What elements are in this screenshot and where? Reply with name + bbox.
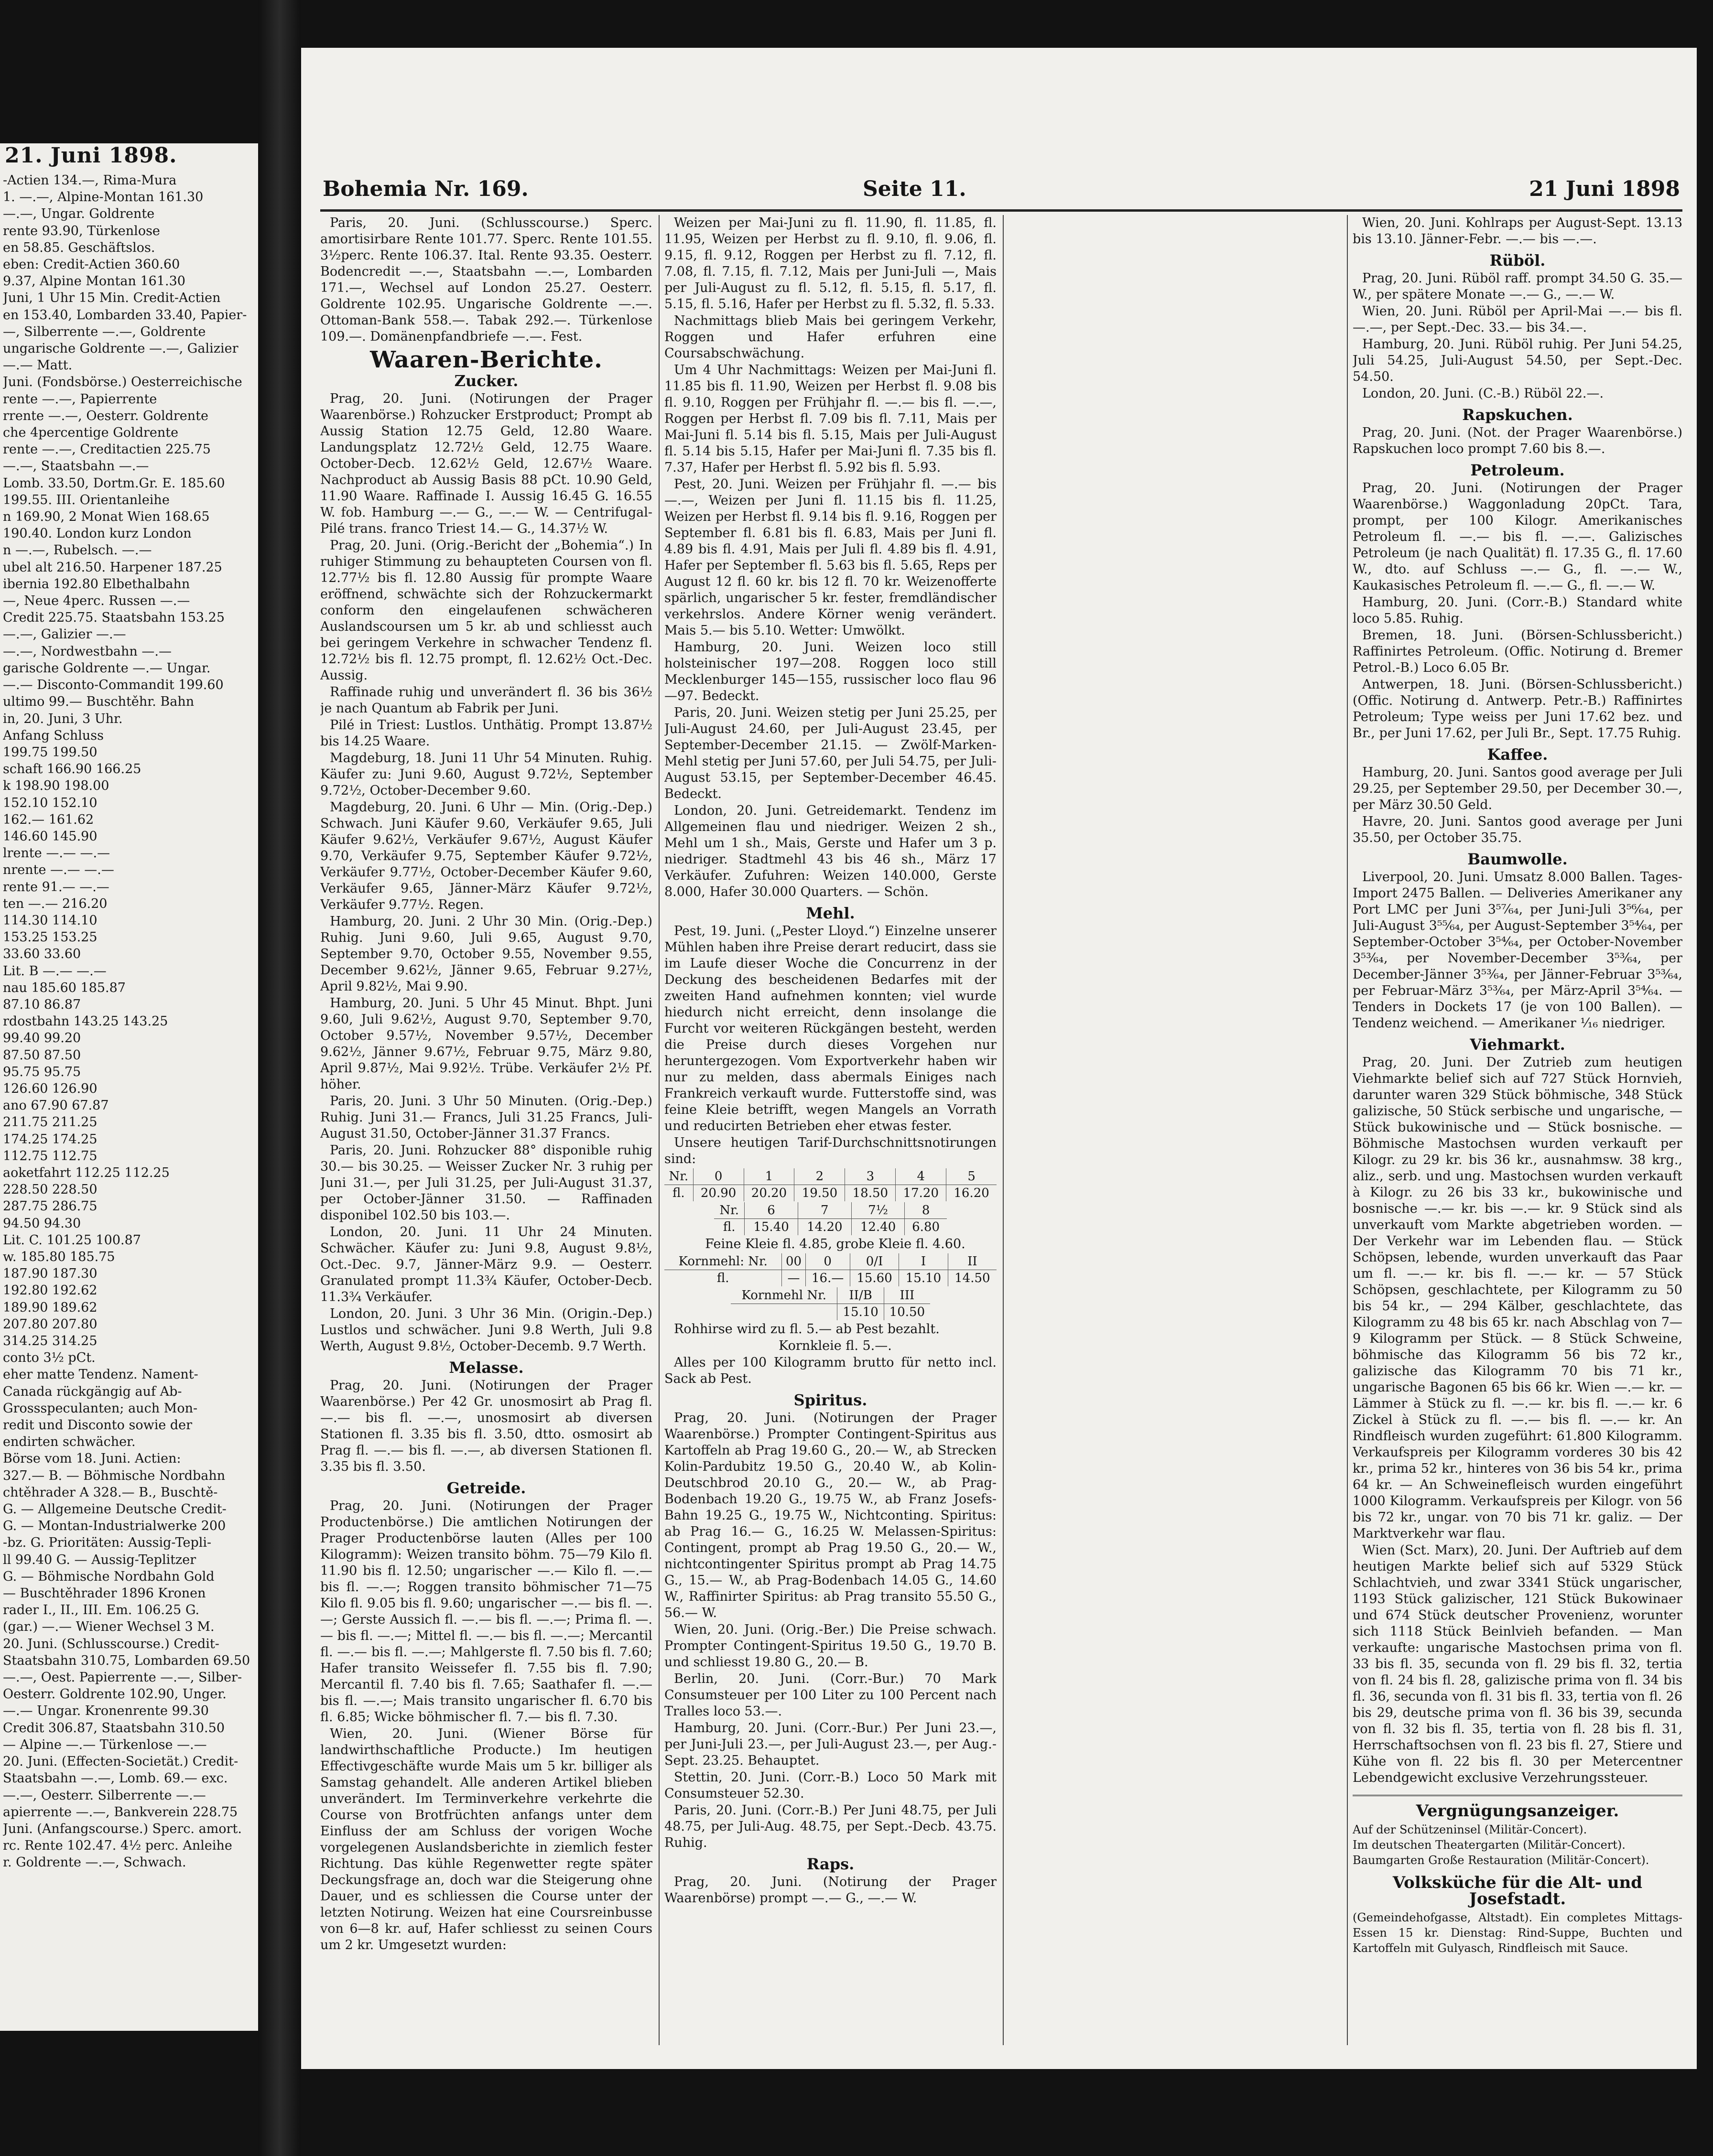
paris-exchange-report: Paris, 20. Juni. (Schlusscourse.) Sperc. amortisirbare Rente 101.77. Sperc. Rente 101.55. 3½perc. Rente 106.37. Ital. Rente 93.35. Oesterr. Bodencredit —.—, Staatsbahn —.—, Lombarden 171.—, Wechsel auf London 25.27. Oesterr. Goldrente 102.95. Ungarische Goldrente —.—. Ottoman-Bank 558.—. Tabak 292.—. Türkenlose 109.—. Domänenpfandbriefe —.—. Fest. [320, 216, 652, 344]
table-cell: 0 [805, 1253, 850, 1270]
left-page-line: —.—, Ungar. Goldrente [3, 206, 155, 222]
report-paragraph: Paris, 20. Juni. (Corr.-B.) Per Juni 48.75, per Juli 48.75, per Juli-Aug. 48.75, per Sept.-Decb. 43.75. Ruhig. [664, 1803, 997, 1850]
table-cell: 2 [794, 1168, 845, 1185]
volkskueche-text: (Gemeindehofgasse, Altstadt). Ein completes Mittags-Essen 15 kr. Dienstag: Rind-Suppe, Buchten und Kartoffeln mit Gulyasch, Rindfleisch mit Sauce. [1353, 1911, 1682, 1955]
left-page-line: 99.40 99.20 [3, 1031, 81, 1046]
report-paragraph: Paris, 20. Juni. 3 Uhr 50 Minuten. (Orig.-Dep.) Ruhig. Juni 31.— Francs, Juli 31.25 Francs, Juli-August 31.50, October-Jänner 31.37 Francs. [320, 1094, 652, 1141]
table-header-row [714, 1202, 947, 1219]
left-page-line: 314.25 314.25 [3, 1334, 98, 1349]
left-page-line: —, Neue 4perc. Russen —.— [3, 593, 190, 609]
left-page-line: 1. —.—, Alpine-Montan 161.30 [3, 190, 204, 205]
table-header-row [664, 1168, 997, 1185]
left-page-line: che 4percentige Goldrente [3, 425, 179, 441]
left-page-fragment [0, 143, 258, 2031]
rye-flour-table-2 [731, 1287, 930, 1320]
left-page-line: rader I., II., III. Em. 106.25 G. [3, 1603, 200, 1618]
left-page-line: 199.75 199.50 [3, 744, 98, 760]
left-page-line: G. — Allgemeine Deutsche Credit- [3, 1502, 227, 1517]
ad-line: Auf der Schützeninsel (Militär-Concert). [1353, 1823, 1587, 1836]
left-page-line: endirten schwächer. [3, 1434, 136, 1450]
left-page-line: —.—, Oest. Papierrente —.—, Silber- [3, 1670, 242, 1685]
left-page-line: Juni. (Fondsbörse.) Oesterreichische [3, 375, 242, 390]
left-page-line: —.—, Nordwestbahn —.— [3, 644, 172, 659]
column-divider [659, 215, 660, 2045]
report-paragraph: Magdeburg, 18. Juni 11 Uhr 54 Minuten. Ruhig. Käufer zu: Juni 9.60, August 9.72½, September 9.72½, October-December 9.60. [320, 751, 652, 798]
table-cell: I [899, 1253, 948, 1270]
left-page-line: —, Silberrente —.—, Goldrente [3, 324, 206, 339]
table-cell: Kornmehl: Nr. [678, 1254, 768, 1269]
report-paragraph: Raffinade ruhig und unverändert fl. 36 bis 36½ je nach Quantum ab Fabrik per Juni. [320, 685, 652, 716]
flour-price-table-2 [714, 1202, 947, 1235]
table-cell: II/B [837, 1287, 884, 1304]
table-cell: 1 [744, 1168, 794, 1185]
table-cell: 10.50 [884, 1304, 930, 1321]
table-cell: — [782, 1270, 805, 1287]
rye-flour-table-1 [664, 1253, 997, 1286]
left-page-line: —.— Ungar. Kronenrente 99.30 [3, 1703, 209, 1719]
table-cell: 4 [896, 1168, 946, 1185]
subsection-rapskuchen: Rapskuchen. [1462, 406, 1573, 424]
table-cell: 0/I [850, 1253, 899, 1270]
left-page-line: Anfang Schluss [3, 728, 104, 743]
left-page-line: Staatsbahn 310.75, Lombarden 69.50 [3, 1653, 250, 1668]
volkskueche-title: Volksküche für die Alt- und Josefstadt. [1392, 1873, 1643, 1908]
left-page-line: (gar.) —.— Wiener Wechsel 3 M. [3, 1619, 215, 1635]
table-cell: fl. [716, 1271, 729, 1285]
ad-line: Im deutschen Theatergarten (Militär-Concert). [1353, 1838, 1626, 1852]
left-page-line: — Alpine —.— Türkenlose —.— [3, 1737, 207, 1752]
table-cell: 15.40 [745, 1219, 798, 1236]
left-page-line: 153.25 153.25 [3, 930, 98, 945]
flour-price-table-1 [664, 1168, 997, 1201]
left-page-line: 287.75 286.75 [3, 1199, 98, 1214]
left-page-line: -bz. G. Prioritäten: Aussig-Tepli- [3, 1535, 212, 1551]
left-page-line: 87.50 87.50 [3, 1047, 81, 1063]
table-cell: 16.20 [946, 1185, 997, 1202]
table-cell: 18.50 [845, 1185, 896, 1202]
left-page-line: aoketfahrt 112.25 112.25 [3, 1165, 170, 1180]
left-page-line: ultimo 99.— Buschtěhr. Bahn [3, 694, 195, 710]
report-paragraph: Paris, 20. Juni. Weizen stetig per Juni 25.25, per Juli-August 24.60, per Juli-August 23.45, per September-December 21.15. — Zwölf-Marken-Mehl stetig per Juni 57.60, per Juli 54.75, per Juli-August 53.15, per September-December 46.45. Bedeckt. [664, 705, 997, 801]
left-page-line: ubel alt 216.50. Harpener 187.25 [3, 560, 222, 575]
left-page-line: rente 93.90, Türkenlose [3, 223, 160, 238]
left-page-line: -Actien 134.—, Rima-Mura [3, 173, 177, 188]
report-paragraph: Hamburg, 20. Juni. (Corr.-B.) Standard white loco 5.85. Ruhig. [1353, 595, 1682, 626]
table-row [664, 1270, 997, 1287]
report-paragraph: Prag, 20. Juni. (Notirungen der Prager Waarenbörse.) Waggonladung 20pCt. Tara, prompt, per 100 Kilogr. Amerikanisches Petroleum fl. —.— bis fl. —.—. Galizisches Petroleum (je nach Qualität) fl. 17.35 G., fl. 17.60 W., dto. auf Schluss —.— G., fl. —.— W., Kaukasisches Petroleum fl. —.— G., fl. —.— W. [1353, 481, 1682, 593]
left-page-line: G. — Montan-Industrialwerke 200 [3, 1519, 226, 1534]
left-page-line: redit und Disconto sowie der [3, 1418, 193, 1433]
report-paragraph: Prag, 20. Juni. (Orig.-Bericht der „Bohemia“.) In ruhiger Stimmung zu behaupteten Coursen von fl. 12.77½ bis fl. 12.80 Aussig für prompte Waare eröffnend, schwächte sich der Rohzuckermarkt conform den eingelaufenen schwächeren Auslandscoursen um 5 kr. ab und schliesst auch bei geringem Verkehre in schwacher Tendenz fl. 12.72½ bis fl. 12.75 prompt, fl. 12.62½ Oct.-Dec. Aussig. [320, 538, 652, 683]
left-page-line: 114.30 114.10 [3, 913, 98, 928]
ad-line: Baumgarten Große Restauration (Militär-Concert). [1353, 1854, 1649, 1867]
report-paragraph: London, 20. Juni. Getreidemarkt. Tendenz im Allgemeinen flau und niedriger. Weizen 2 sh., Mehl um 1 sh., Mais, Gerste und Hafer um 3 p. niedriger. Stadtmehl 43 bis 46 sh., März 17 Verkäufer. Zufuhren: Weizen 140.000, Gerste 8.000, Hafer 30.000 Quarters. — Schön. [664, 803, 997, 899]
left-page-line: nrente —.— —.— [3, 862, 114, 878]
left-page-line: Credit 306.87, Staatsbahn 310.50 [3, 1720, 225, 1736]
report-paragraph: Bremen, 18. Juni. (Börsen-Schlussbericht.) Raffinirtes Petroleum. (Offic. Notirung d. Bremer Petrol.-B.) Loco 6.05 Br. [1353, 628, 1682, 675]
table-cell: 8 [905, 1202, 947, 1219]
left-page-line: Credit 225.75. Staatsbahn 153.25 [3, 610, 225, 625]
subsection-zucker: Zucker. [454, 372, 519, 390]
left-page-line: 87.10 86.87 [3, 997, 81, 1012]
report-paragraph: Wien, 20. Juni. Rüböl per April-Mai —.— bis fl. —.—, per Sept.-Dec. 33.— bis 34.—. [1353, 304, 1682, 335]
report-paragraph: Wien (Sct. Marx), 20. Juni. Der Auftrieb auf dem heutigen Markte belief sich auf 5329 Stück Schlachtvieh, und zwar 3341 Stück ungarischer, 1193 Stück galizischer, 121 Stück Bukowinaer und 674 Stück deutscher Provenienz, worunter sich 1118 Stück Beinlvieh befanden. — Man verkaufte: ungarische Mastochsen prima von fl. 33 bis fl. 35, secunda von fl. 29 bis fl. 32, tertia von fl. 24 bis fl. 28, galizische prima von fl. 34 bis fl. 36, secunda von fl. 31 bis fl. 33, tertia von fl. 26 bis 29, deutsche prima von fl. 36 bis 39, secunda von fl. 32 bis fl. 35, tertia von fl. 28 bis fl. 31, Herrschaftsochsen von fl. 23 bis fl. 27, Stiere und Kühe von fl. 22 bis fl. 30 per Metercentner Lebendgewicht exclusive Verzehrungssteuer. [1353, 1543, 1682, 1785]
left-page-line: apierrente —.—, Bankverein 228.75 [3, 1804, 238, 1820]
ads-title: Vergnügungsanzeiger. [1416, 1801, 1619, 1821]
table-cell: Nr. [719, 1203, 739, 1218]
table-cell: 20.20 [744, 1185, 794, 1202]
report-paragraph: Weizen per Mai-Juni zu fl. 11.90, fl. 11.85, fl. 11.95, Weizen per Herbst zu fl. 9.10, fl. 9.06, fl. 9.15, fl. 9.12, Roggen per Herbst zu fl. 7.12, fl. 7.08, fl. 7.15, fl. 7.12, Mais per Juni-Juli —, Mais per Juli-August zu fl. 5.12, fl. 5.15, fl. 5.17, fl. 5.15, fl. 5.16, Hafer per Herbst zu fl. 5.32, fl. 5.33. [664, 216, 997, 312]
report-paragraph: Liverpool, 20. Juni. Umsatz 8.000 Ballen. Tages-Import 2475 Ballen. — Deliveries Amerikaner any Port LMC per Juni 3⁵⁷⁄₆₄, per Juni-Juli 3⁵⁶⁄₆₄, per Juli-August 3⁵⁵⁄₆₄, per August-September 3⁵⁴⁄₆₄, per September-October 3⁵⁴⁄₆₄, per October-November 3⁵³⁄₆₄, per November-December 3⁵³⁄₆₄, per December-Jänner 3⁵³⁄₆₄, per Jänner-Februar 3⁵³⁄₆₄, per Februar-März 3⁵³⁄₆₄, per März-April 3⁵⁴⁄₆₄. — Tenders in Dockets 17 (je von 100 Ballen). — Tendenz weichend. — Amerikaner ¹⁄₁₆ niedriger. [1353, 870, 1682, 1031]
left-page-line: 327.— B. — Böhmische Nordbahn [3, 1468, 226, 1483]
report-paragraph: Hamburg, 20. Juni. (Corr.-Bur.) Per Juni 23.—, per Juni-Juli 23.—, per Juli-August 23.—, per Aug.-Sept. 23.25. Behauptet. [664, 1721, 997, 1768]
left-page-line: rente —.—, Papierrente [3, 391, 157, 407]
left-page-line: k 198.90 198.00 [3, 778, 109, 794]
newspaper-title: Bohemia Nr. 169. [323, 177, 529, 201]
left-page-line: 20. Juni. (Schlusscourse.) Credit- [3, 1636, 219, 1651]
report-paragraph: Hamburg, 20. Juni. Rüböl ruhig. Per Juni 54.25, Juli 54.25, Juli-August 54.50, per Sept.-Dec. 54.50. [1353, 337, 1682, 384]
table-cell: 16.— [805, 1270, 850, 1287]
left-page-line: en 58.85. Geschäftslos. [3, 240, 155, 255]
left-page-line: r. Goldrente —.—, Schwach. [3, 1855, 186, 1870]
table-cell: 6.80 [905, 1219, 947, 1236]
column-1 [320, 215, 652, 2064]
left-page-line: 20. Juni. (Effecten-Societät.) Credit- [3, 1754, 239, 1769]
left-page-line: ll 99.40 G. — Aussig-Teplitzer [3, 1552, 196, 1567]
section-title: Waaren-Berichte. [370, 346, 603, 373]
left-page-line: 146.60 145.90 [3, 829, 98, 844]
left-page-line: 152.10 152.10 [3, 795, 98, 810]
left-page-line: ungarische Goldrente —.—, Galizier [3, 341, 239, 356]
left-page-line: 174.25 174.25 [3, 1132, 98, 1147]
report-paragraph: Wien, 20. Juni. (Wiener Börse für landwirthschaftliche Producte.) Im heutigen Effectivgeschäfte wurde Mais um 5 kr. billiger als Samstag gehandelt. Alle anderen Artikel blieben unverändert. Im Terminverkehre verkehrte die Course von Brotfrüchten anfangs unter dem Einfluss der am Schluss der vorigen Woche vorgelegenen Auslandsberichte in ziemlich fester Richtung. Das kühle Regenwetter regte später Deckungsfrage an, doch war die Steigerung ohne Dauer, und es schliessen die Course unter der letzten Notirung. Weizen hat eine Coursreinbusse von 6—8 kr. auf, Hafer schliesst zu seinen Cours um 2 kr. Umgesetzt wurden: [320, 1726, 652, 1952]
left-page-line: w. 185.80 185.75 [3, 1250, 115, 1264]
left-page-line: G. — Böhmische Nordbahn Gold [3, 1569, 215, 1584]
subsection-viehmarkt: Viehmarkt. [1470, 1035, 1565, 1054]
left-page-line: n —.—, Rubelsch. —.— [3, 543, 152, 558]
report-paragraph: Hamburg, 20. Juni. Santos good average per Juli 29.25, per September 29.50, per December 30.—, per März 30.50 Geld. [1353, 765, 1682, 812]
left-page-line: —.—, Staatsbahn —.— [3, 459, 149, 474]
left-page-line: Grossspeculanten; auch Mon- [3, 1401, 198, 1416]
report-paragraph: London, 20. Juni. (C.-B.) Rüböl 22.—. [1362, 386, 1604, 401]
left-page-line: schaft 166.90 166.25 [3, 762, 141, 777]
report-paragraph: Magdeburg, 20. Juni. 6 Uhr — Min. (Orig.-Dep.) Schwach. Juni Käufer 9.60, Verkäufer 9.65, Juli Käufer 9.62½, Verkäufer 9.67½, August Käufer 9.70, Verkäufer 9.75, September Käufer 9.72½, Verkäufer 9.77½, October-December Käufer 9.60, Verkäufer 9.65, Jänner-März Käufer 9.72½, Verkäufer 9.77½. Regen. [320, 800, 652, 912]
table-cell: 19.50 [794, 1185, 845, 1202]
left-page-line: rente 91.— —.— [3, 879, 109, 895]
report-paragraph: Alles per 100 Kilogramm brutto für netto incl. Sack ab Pest. [664, 1355, 997, 1386]
left-page-line: nau 185.60 185.87 [3, 980, 126, 995]
left-page-column [3, 172, 256, 1871]
left-page-line: 190.40. London kurz London [3, 526, 192, 541]
table-cell: 12.40 [851, 1219, 905, 1236]
left-page-line: Juni, 1 Uhr 15 Min. Credit-Actien [3, 291, 221, 306]
report-paragraph: Pilé in Triest: Lustlos. Unthätig. Prompt 13.87½ bis 14.25 Waare. [320, 718, 652, 749]
report-paragraph: Prag, 20. Juni. (Notirungen der Prager Waarenbörse.) Prompter Contingent-Spiritus aus Kartoffeln ab Prag 19.60 G., 20.— W., ab Strecken Kolin-Pardubitz 19.50 G., 20.40 W., ab Kolin-Deutschbrod 20.10 G., 20.— W., ab Prag-Bodenbach 19.20 G., 19.75 W., ab Franz Josefs-Bahn 19.25 G., 19.75 W., Nichtconting. Spiritus: ab Prag 16.— G., 16.25 W. Melassen-Spiritus: Contingent, prompt ab Prag 19.50 G., 20.— W., nichtcontingenter Spiritus prompt ab Prag 14.75 G., 15.— W., ab Prag-Bodenbach 14.05 G., 14.60 W., Raffinirter Spiritus: ab Prag transito 55.50 G., 56.— W. [664, 1411, 997, 1620]
left-page-line: Juni. (Anfangscourse.) Sperc. amort. [3, 1821, 242, 1836]
left-page-line: 189.90 189.62 [3, 1300, 98, 1315]
left-page-line: 187.90 187.30 [3, 1266, 98, 1282]
table-cell: 14.50 [948, 1270, 997, 1287]
report-paragraph: Prag, 20. Juni. (Not. der Prager Waarenbörse.) Rapskuchen loco prompt 7.60 bis 8.—. [1353, 425, 1682, 456]
left-page-line: rrente —.—, Oesterr. Goldrente [3, 408, 208, 423]
subsection-rueboel: Rüböl. [1489, 251, 1546, 270]
report-paragraph: Pest, 20. Juni. Weizen per Frühjahr fl. —.— bis —.—, Weizen per Juni fl. 11.15 bis fl. 11.25, Weizen per Herbst fl. 9.14 bis fl. 9.16, Roggen per September fl. 6.81 bis fl. 6.83, Mais per Juni fl. 4.89 bis fl. 4.91, Mais per Juli fl. 4.89 bis fl. 4.91, Hafer per September fl. 5.63 bis fl. 5.65, Reps per August 12 fl. 60 kr. bis 12 fl. 70 kr. Weizenofferte spärlich, ungarischer 5 kr. fester, fremdländischer verkehrslos. Andere Körner wenig verändert. Mais 5.— bis 5.10. Wetter: Umwölkt. [664, 477, 997, 638]
left-page-line: Lomb. 33.50, Dortm.Gr. E. 185.60 [3, 475, 225, 491]
left-page-line: — Buschtěhrader 1896 Kronen [3, 1586, 206, 1601]
table-cell: 0 [693, 1168, 744, 1185]
left-page-line: Canada rückgängig auf Ab- [3, 1384, 182, 1399]
left-page-line: 162.— 161.62 [3, 812, 94, 827]
left-page-line: eher matte Tendenz. Nament- [3, 1367, 198, 1382]
column-3 [1353, 215, 1682, 2064]
left-page-line: 207.80 207.80 [3, 1316, 98, 1332]
table-cell: fl. [723, 1220, 736, 1234]
left-page-line: lrente —.— —.— [3, 846, 110, 861]
table-cell: 15.60 [850, 1270, 899, 1287]
table-cell: II [948, 1253, 997, 1270]
issue-date: 21 Juni 1898 [1529, 177, 1680, 201]
left-page-line: ibernia 192.80 Elbethalbahn [3, 576, 190, 592]
report-paragraph: Havre, 20. Juni. Santos good average per Juni 35.50, per October 35.75. [1353, 814, 1682, 845]
table-cell: fl. [672, 1186, 685, 1200]
report-paragraph: Hamburg, 20. Juni. Weizen loco still holsteinischer 197—208. Roggen loco still Mecklenburger 145—155, russischer loco flau 96—97. Bedeckt. [664, 640, 997, 703]
left-page-date: 21. Juni 1898. [5, 143, 177, 168]
left-page-line: 112.75 112.75 [3, 1148, 98, 1164]
report-paragraph: Hamburg, 20. Juni. 2 Uhr 30 Min. (Orig.-Dep.) Ruhig. Juni 9.60, Juli 9.65, August 9.70, September 9.70, October 9.55, November 9.55, December 9.62½, Jänner 9.65, Februar 9.27½, April 9.82½, Mai 9.90. [320, 914, 652, 994]
left-page-line: Staatsbahn —.—, Lomb. 69.— exc. [3, 1771, 228, 1786]
left-page-line: —.— Disconto-Commandit 199.60 [3, 678, 224, 693]
report-paragraph: Wien, 20. Juni. Kohlraps per August-Sept. 13.13 bis 13.10. Jänner-Febr. —.— bis —.—. [1353, 216, 1682, 247]
table-row [714, 1219, 947, 1236]
left-page-line: 199.55. III. Orientanleihe [3, 492, 170, 507]
bran-prices: Feine Kleie fl. 4.85, grobe Kleie fl. 4.60. [705, 1237, 965, 1251]
left-page-line: rente —.—, Creditactien 225.75 [3, 442, 211, 457]
column-divider [1347, 215, 1348, 2045]
subsection-raps: Raps. [806, 1855, 855, 1873]
report-paragraph: Stettin, 20. Juni. (Corr.-B.) Loco 50 Mark mit Consumsteuer 52.30. [664, 1770, 997, 1801]
table-cell: 6 [745, 1202, 798, 1219]
left-page-line: Oesterr. Goldrente 102.90, Unger. [3, 1687, 227, 1702]
column-2 [664, 215, 997, 2064]
report-paragraph: London, 20. Juni. 11 Uhr 24 Minuten. Schwächer. Käufer zu: Juni 9.8, August 9.8½, Oct.-Dec. 9.7, Jänner-März 9.9. — Oesterr. Granulated prompt 11.3¾ Käufer, October-Decb. 11.3¾ Verkäufer. [320, 1225, 652, 1304]
left-page-line: 126.60 126.90 [3, 1081, 98, 1096]
subsection-melasse: Melasse. [449, 1358, 524, 1377]
left-page-line: 33.60 33.60 [3, 947, 81, 962]
report-paragraph: Prag, 20. Juni. (Notirung der Prager Waarenbörse) prompt —.— G., —.— W. [664, 1875, 997, 1906]
table-cell: 15.10 [837, 1304, 884, 1321]
report-paragraph: Um 4 Uhr Nachmittags: Weizen per Mai-Juni fl. 11.85 bis fl. 11.90, Weizen per Herbst fl. 9.08 bis fl. 9.10, Roggen per Frühjahr fl. —.— bis fl. —.—, Roggen per Herbst fl. 7.09 bis fl. 7.11, Mais per Mai-Juni fl. 5.14 bis fl. 5.15, Mais per Juli-August fl. 5.14 bis 5.15, Hafer per Mai-Juni fl. 7.35 bis fl. 7.37, Hafer per Herbst fl. 5.92 bis fl. 5.93. [664, 363, 997, 475]
table-cell: 5 [946, 1168, 997, 1185]
left-page-line: n 169.90, 2 Monat Wien 168.65 [3, 509, 210, 525]
page-number: Seite 11. [863, 177, 966, 201]
table-cell: 7 [798, 1202, 851, 1219]
report-paragraph: Berlin, 20. Juni. (Corr.-Bur.) 70 Mark Consumsteuer per 100 Liter zu 100 Percent nach Tralles loco 53.—. [664, 1671, 997, 1719]
table-cell: 3 [845, 1168, 896, 1185]
left-page-line: —.—, Galizier —.— [3, 627, 126, 642]
left-page-line: 192.80 192.62 [3, 1283, 98, 1298]
entertainment-ads [1353, 1795, 1682, 1956]
report-paragraph: Hamburg, 20. Juni. 5 Uhr 45 Minut. Bhpt. Juni 9.60, Juli 9.62½, August 9.70, September 9.70, October 9.57½, November 9.57½, December 9.62½, Jänner 9.67½, Februar 9.75, März 9.80, April 9.87½, Mai 9.92½. Trübe. Verkäufer 2½ Pf. höher. [320, 996, 652, 1092]
left-page-line: Lit. C. 101.25 100.87 [3, 1232, 141, 1248]
left-page-line: 9.37, Alpine Montan 161.30 [3, 274, 185, 289]
table-row [731, 1304, 930, 1321]
left-page-line: Börse vom 18. Juni. Actien: [3, 1451, 181, 1466]
report-paragraph: Paris, 20. Juni. Rohzucker 88° disponible ruhig 30.— bis 30.25. — Weisser Zucker Nr. 3 ruhig per Juni 31.—, per Juli 31.25, per Juli-August 31.37, per October-Jänner 31.50. — Raffinaden disponibel 102.50 bis 103.—. [320, 1143, 652, 1223]
report-paragraph: Prag, 20. Juni. (Notirungen der Prager Waarenbörse.) Rohzucker Erstproduct; Prompt ab Aussig Station 12.75 Geld, 12.80 Waare. Landungsplatz 12.72½ Geld, 12.75 Waare. October-Decb. 12.62½ Geld, 12.67½ Waare. Nachproduct ab Aussig Basis 88 pCt. 10.90 Geld, 11.90 Waare. Raffinade I. Aussig 16.45 G. 16.55 W. fob. Hamburg —.— G., —.— W. — Centrifugal-Pilé trans. franco Triest 14.— G., 14.37½ W. [320, 391, 652, 536]
table-header-row [664, 1253, 997, 1270]
left-page-line: ten —.— 216.20 [3, 896, 108, 911]
report-paragraph: London, 20. Juni. 3 Uhr 36 Min. (Origin.-Dep.) Lustlos und schwächer. Juni 9.8 Werth, Juli 9.8 Werth, August 9.8½, October-Decemb. 9.7 Werth. [320, 1306, 652, 1354]
left-page-line: 95.75 95.75 [3, 1064, 81, 1079]
left-page-line: en 153.40, Lombarden 33.40, Papier- [3, 307, 247, 323]
left-page-line: chtěhrader A 328.— B., Buschtě- [3, 1485, 218, 1500]
report-paragraph: Nachmittags blieb Mais bei geringem Verkehr, Roggen und Hafer erfuhren eine Coursabschwächung. [664, 313, 997, 361]
subsection-petroleum: Petroleum. [1470, 461, 1565, 479]
report-paragraph: Antwerpen, 18. Juni. (Börsen-Schlussbericht.) (Offic. Notirung d. Antwerp. Petr.-B.) Raffinirtes Petroleum; Type weiss per Juni 17.62 bez. und Br., per Juni 17.62, per Juli Br., Sept. 17.75 Ruhig. [1353, 677, 1682, 741]
header-rule [320, 209, 1682, 212]
subsection-mehl: Mehl. [806, 904, 855, 922]
table-row [664, 1185, 997, 1202]
left-page-line: rc. Rente 102.47. 4½ perc. Anleihe [3, 1838, 232, 1854]
subsection-kaffee: Kaffee. [1487, 745, 1548, 764]
left-page-line: eben: Credit-Actien 360.60 [3, 257, 180, 272]
report-paragraph: Prag, 20. Juni. Rüböl raff. prompt 34.50 G. 35.— W., per spätere Monate —.— G., —.— W. [1353, 271, 1682, 302]
report-paragraph: Pest, 19. Juni. („Pester Lloyd.“) Einzelne unserer Mühlen haben ihre Preise derart reducirt, dass sie im Laufe dieser Woche die Concurrenz in der Deckung des bescheidenen Bedarfes mit der zweiten Hand aufnehmen konnten; viel wurde hiedurch nicht erreicht, denn insolange die Furcht vor weiteren Rückgängen besteht, werden die Preise durch dieses Vorgehen nur heruntergezogen. Vom Exportverkehr haben wir nur zu melden, dass abermals Einiges nach Frankreich verkauft wurde. Futterstoffe sind, was feine Kleie betrifft, wegen Mangels an Vorrath und reducirten Betrieben eher etwas fester. [664, 924, 997, 1133]
subsection-getreide: Getreide. [446, 1479, 526, 1497]
report-paragraph: Kornkleie fl. 5.—. [779, 1338, 892, 1353]
table-header-row [731, 1287, 930, 1304]
left-page-line: rdostbahn 143.25 143.25 [3, 1014, 168, 1029]
left-page-line: 228.50 228.50 [3, 1182, 98, 1197]
report-paragraph: Wien, 20. Juni. (Orig.-Ber.) Die Preise schwach. Prompter Contingent-Spiritus 19.50 G., 19.70 B. und schliesst 19.80 G., 20.— B. [664, 1622, 997, 1670]
table-cell: 15.10 [899, 1270, 948, 1287]
report-paragraph: Unsere heutigen Tarif-Durchschnittsnotirungen sind: [664, 1135, 997, 1166]
table-cell [731, 1304, 837, 1321]
report-paragraph: Rohhirse wird zu fl. 5.— ab Pest bezahlt. [674, 1322, 940, 1337]
report-paragraph: Prag, 20. Juni. (Notirungen der Prager Productenbörse.) Die amtlichen Notirungen der Prager Productenbörse lauten (Alles per 100 Kilogramm): Weizen transito böhm. 75—79 Kilo fl. 11.90 bis fl. 12.50; ungarischer —.— Kilo fl. —.— bis fl. —.—; Roggen transito böhmischer 71—75 Kilo fl. 9.05 bis fl. 9.60; ungarischer —.— bis fl. —.—; Gerste Aussich fl. —.— bis fl. —.—; Prima fl. —.— bis fl. —.—; Mittel fl. —.— bis fl. —.—; Mercantil fl. —.— bis fl. —.—; Mahlgerste fl. 7.50 bis fl. 7.60; Hafer transito Weissefer fl. 7.55 bis fl. 7.90; Mercantil fl. 7.40 bis fl. 7.65; Saathafer fl. —.— bis fl. —.—; Mais transito ungarischer fl. 6.70 bis fl. 6.85; Wicke böhmischer fl. 7.— bis fl. 7.30. [320, 1498, 652, 1725]
newspaper-page [301, 48, 1697, 2069]
left-page-line: —.—, Oesterr. Silberrente —.— [3, 1788, 206, 1803]
table-cell: 00 [782, 1253, 805, 1270]
table-cell: Nr. [669, 1169, 689, 1184]
subsection-spiritus: Spiritus. [793, 1391, 867, 1409]
table-cell: 14.20 [798, 1219, 851, 1236]
column-divider [1003, 215, 1004, 2045]
table-cell: III [884, 1287, 930, 1304]
left-page-line: in, 20. Juni, 3 Uhr. [3, 711, 123, 726]
table-cell: Kornmehl Nr. [741, 1288, 826, 1303]
left-page-line: conto 3½ pCt. [3, 1350, 96, 1366]
left-page-line: Lit. B —.— —.— [3, 963, 107, 979]
table-cell: 20.90 [693, 1185, 744, 1202]
left-page-line: 211.75 211.25 [3, 1115, 98, 1130]
subsection-baumwolle: Baumwolle. [1467, 850, 1568, 868]
report-paragraph: Prag, 20. Juni. (Notirungen der Prager Waarenbörse.) Per 42 Gr. unosmosirt ab Prag fl. —.— bis fl. —.—, unosmosirt ab diversen Stationen fl. 3.35 bis fl. 3.50, dtto. osmosirt ab Prag fl. —.— bis fl. —.—, ab diversen Stationen fl. 3.35 bis fl. 3.50. [320, 1378, 652, 1474]
table-cell: 7½ [851, 1202, 905, 1219]
book-gutter [258, 0, 301, 2156]
left-page-line: garische Goldrente —.— Ungar. [3, 660, 211, 676]
left-page-line: ano 67.90 67.87 [3, 1098, 109, 1113]
left-page-line: —.— Matt. [3, 358, 73, 373]
left-page-line: 94.50 94.30 [3, 1216, 81, 1231]
page-header [323, 177, 1680, 205]
table-cell: 17.20 [896, 1185, 946, 1202]
report-paragraph: Prag, 20. Juni. Der Zutrieb zum heutigen Viehmarkte belief sich auf 727 Stück Hornvieh, darunter waren 329 Stück böhmische, 348 Stück galizische, 50 Stück serbische und ungarische, — Stück bukowinische und — Stück bosnische. — Böhmische Mastochsen wurden verkauft per Kilogr. zu 29 kr. bis 36 kr., ausnahmsw. 38 krg., aliz., serb. und ung. Mastochsen wurden verkauft à Kilogr. zu 26 bis 33 kr., bukowinische und bosnische —.— kr. bis —.— kr. 9 Stück sind als unverkauft vom Markte abgetrieben worden. — Der Verkehr war im Lebenden flau. — Stück Schöpsen, lebende, wurden unverkauft das Paar um fl. —.— kr. bis fl. —.— kr. — 57 Stück Schöpsen, geschlachtete, per Kilogramm zu 50 bis 54 kr., — 294 Kälber, geschlachtete, das Kilogramm zu 48 bis 65 kr. nach Abschlag von 7—9 Kilogramm per Stück. — 8 Stück Schweine, böhmische das Kilogramm 56 bis 72 kr., galizische das Kilogramm 70 bis 71 kr., ungarische Bagonen 65 bis 66 kr. Wien —.— kr. — Lämmer à Stück zu fl. —.— kr. bis fl. —.— kr. 6 Zickel à Stück zu fl. —.— bis fl. —.— kr. An Rindfleisch wurden zugeführt: 61.800 Kilogramm. Verkaufspreis per Kilogramm vorderes 30 bis 42 kr., prima 52 kr., hinteres von 36 bis 54 kr., prima 64 kr. — An Schweinefleisch wurden eingeführt 1000 Kilogramm. Verkaufspreis per Kilogr. von 56 bis 72 kr., ungar. von 70 bis 71 kr. galiz. — Der Marktverkehr war flau. [1353, 1055, 1682, 1541]
